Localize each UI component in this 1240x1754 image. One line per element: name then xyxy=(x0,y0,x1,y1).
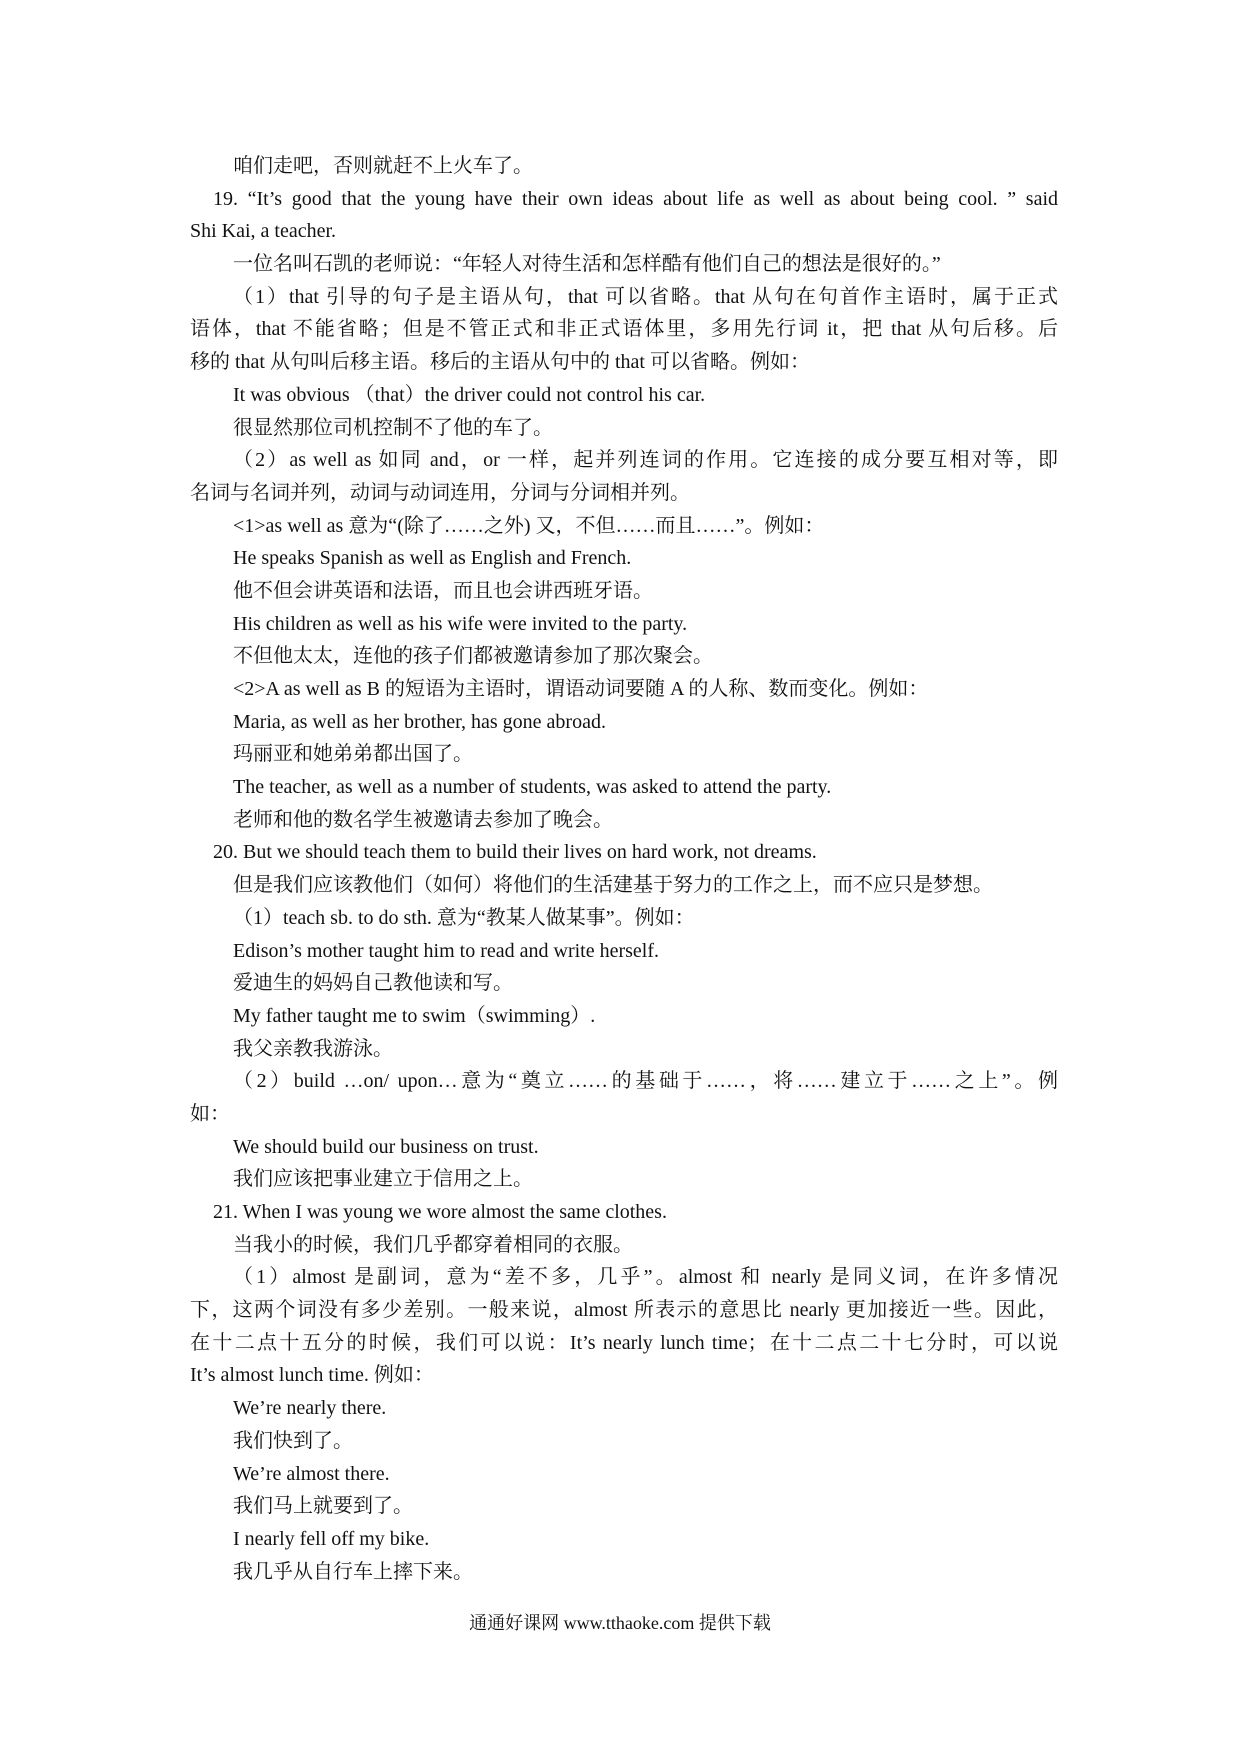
text-line: <2>A as well as B 的短语为主语时，谓语动词要随 A 的人称、数而变化。例如： xyxy=(233,678,929,700)
text-line: 一位名叫石凯的老师说：“年轻人对待生活和怎样酷有他们自己的想法是很好的。” xyxy=(233,253,941,276)
text-line: 下，这两个词没有多少差别。一般来说，almost 所表示的意思比 nearly 更加接近一些。因此， xyxy=(190,1299,1058,1322)
text-line: 移的 that 从句叫后移主语。移后的主语从句中的 that 可以省略。例如： xyxy=(190,351,810,374)
text-line: 如： xyxy=(190,1102,230,1125)
text-line: 在十二点十五分的时候，我们可以说：It’s nearly lunch time；在十二点二十七分时，可以说 xyxy=(190,1331,1058,1354)
text-line: （1）teach sb. to do sth. 意为“教某人做某事”。例如： xyxy=(233,906,695,929)
text-line: 当我小的时候，我们几乎都穿着相同的衣服。 xyxy=(233,1233,633,1256)
text-line: 玛丽亚和她弟弟都出国了。 xyxy=(233,743,473,766)
footer-credit: 通通好课网 www.tthaoke.com 提供下载 xyxy=(469,1613,771,1633)
text-line: 爱迪生的妈妈自己教他读和写。 xyxy=(233,972,513,995)
text-line: （2）as well as 如同 and，or 一样，起并列连词的作用。它连接的成分要互相对等，即 xyxy=(233,449,1058,472)
text-line: He speaks Spanish as well as English and French. xyxy=(233,547,632,570)
text-line: 不但他太太，连他的孩子们都被邀请参加了那次聚会。 xyxy=(233,645,713,668)
text-line: His children as well as his wife were invited to the party. xyxy=(233,612,688,635)
text-line: （1）almost 是副词，意为“差不多，几乎”。almost 和 nearly 是同义词，在许多情况 xyxy=(233,1266,1058,1289)
text-line: 但是我们应该教他们（如何）将他们的生活建基于努力的工作之上，而不应只是梦想。 xyxy=(233,874,993,897)
text-line: 我几乎从自行车上摔下来。 xyxy=(233,1560,473,1583)
text-line: Maria, as well as her brother, has gone abroad. xyxy=(233,710,606,733)
text-line: 我父亲教我游泳。 xyxy=(233,1037,393,1060)
text-line: 名词与名词并列，动词与动词连用，分词与分词相并列。 xyxy=(190,481,690,504)
text-line: The teacher, as well as a number of students, was asked to attend the party. xyxy=(233,776,832,799)
text-line: 我们应该把事业建立于信用之上。 xyxy=(233,1168,533,1191)
text-line: 他不但会讲英语和法语，而且也会讲西班牙语。 xyxy=(233,579,653,602)
text-line: 我们快到了。 xyxy=(233,1429,353,1452)
text-line: 我们马上就要到了。 xyxy=(233,1495,413,1518)
text-line: （2）build …on/ upon…意为“奠立……的基础于……，将……建立于……之上”。例 xyxy=(233,1070,1058,1093)
text-line: It was obvious （that）the driver could not control his car. xyxy=(233,383,706,406)
text-line: Edison’s mother taught him to read and write herself. xyxy=(233,939,660,962)
text-line: I nearly fell off my bike. xyxy=(233,1527,430,1550)
text-line: My father taught me to swim（swimming）. xyxy=(233,1004,596,1027)
text-line: <1>as well as 意为“(除了……之外) 又，不但……而且……”。例如： xyxy=(233,514,825,537)
text-line: 咱们走吧，否则就赶不上火车了。 xyxy=(233,155,533,177)
text-line: （1）that 引导的句子是主语从句，that 可以省略。that 从句在句首作主语时，属于正式 xyxy=(233,285,1058,308)
text-line: We’re nearly there. xyxy=(233,1397,387,1420)
text-line: 20. But we should teach them to build their lives on hard work, not dreams. xyxy=(213,841,817,864)
text-line: Shi Kai, a teacher. xyxy=(190,220,337,243)
text-line: 老师和他的数名学生被邀请去参加了晚会。 xyxy=(233,808,613,831)
text-line: It’s almost lunch time. 例如： xyxy=(190,1364,434,1387)
text-line: 21. When I was young we wore almost the same clothes. xyxy=(213,1201,667,1223)
document-body xyxy=(190,150,1058,1588)
text-line: 语体，that 不能省略；但是不管正式和非正式语体里，多用先行词 it，把 that 从句后移。后 xyxy=(190,318,1058,341)
text-line: 很显然那位司机控制不了他的车了。 xyxy=(233,416,553,439)
text-line: We should build our business on trust. xyxy=(233,1135,539,1158)
text-line: We’re almost there. xyxy=(233,1462,390,1485)
text-line: 19. “It’s good that the young have their own ideas about life as well as about being cool. ” said xyxy=(213,187,1058,210)
